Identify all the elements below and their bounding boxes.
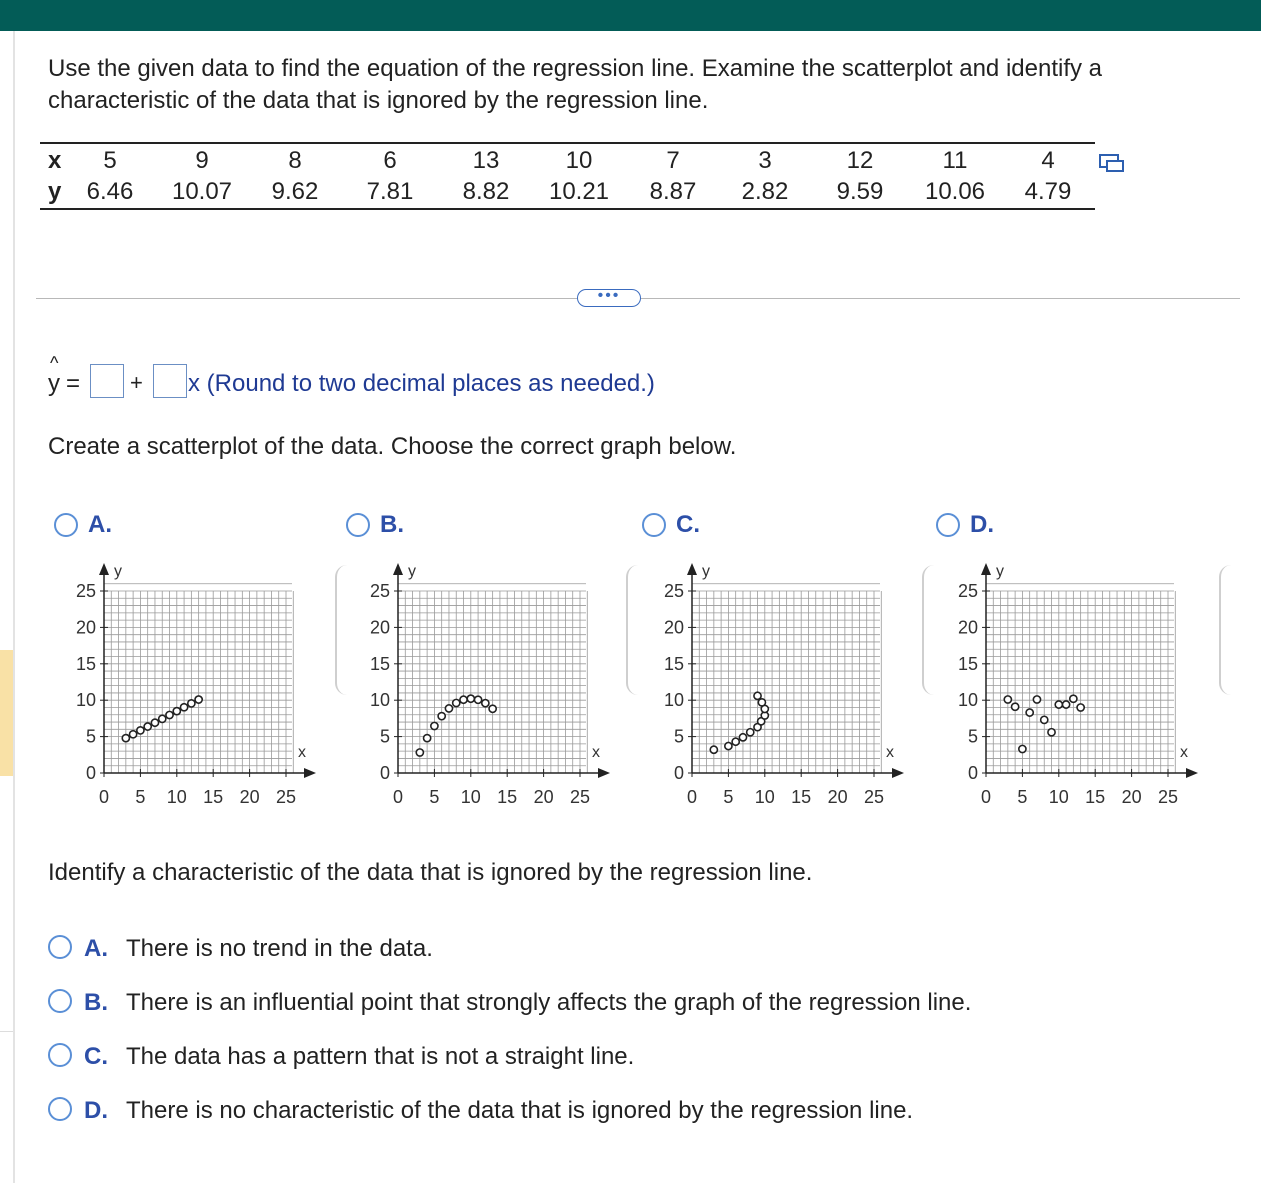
choice-b[interactable] [48, 988, 971, 1020]
x-tick-label: 5 [1017, 787, 1028, 807]
scroll-tab [1219, 565, 1233, 695]
y-tick-label: 15 [369, 653, 390, 674]
radio-choice-a[interactable] [48, 935, 72, 959]
table-cell-x: 5 [103, 147, 117, 174]
table-cell-y: 8.87 [649, 178, 697, 205]
intercept-input[interactable] [90, 364, 124, 398]
x-tick-label: 20 [1121, 787, 1142, 807]
scatter-point [1012, 703, 1019, 710]
y-tick-label: 5 [85, 726, 96, 747]
table-cell-y: 7.81 [366, 178, 414, 205]
table-row-x [40, 147, 1095, 179]
x-tick-label: 5 [723, 787, 734, 807]
scatter-point [1062, 701, 1069, 708]
y-axis-label: y [996, 563, 1004, 580]
x-axis-label: x [298, 744, 306, 761]
y-axis-label: y [408, 563, 416, 580]
y-tick-label: 25 [663, 581, 684, 601]
graph-option-d[interactable] [936, 511, 994, 539]
radio-option-d[interactable] [936, 513, 960, 537]
x-tick-label: 20 [827, 787, 848, 807]
table-cell-y: 8.82 [462, 178, 510, 205]
table-cell-x: 8 [288, 147, 302, 174]
rounding-hint: (Round to two decimal places as needed.) [206, 370, 655, 397]
table-cell-y: 10.21 [548, 178, 610, 205]
table-cell-x: 13 [472, 147, 500, 174]
scatter-point [438, 713, 445, 720]
x-axis-label: x [886, 744, 894, 761]
scroll-tab [922, 565, 936, 695]
radio-option-b[interactable] [346, 513, 370, 537]
question-prompt: Use the given data to find the equation of the regression line. Examine the scatterplot and identify a characteristic of the data that is ignored by the regression line. [48, 55, 1102, 114]
scatter-point [710, 746, 717, 753]
scatter-point [159, 715, 166, 722]
slope-input[interactable] [153, 364, 187, 398]
scatter-point [122, 735, 129, 742]
y-tick-label: 5 [673, 726, 684, 747]
scatter-point [1048, 729, 1055, 736]
x-tick-label: 20 [533, 787, 554, 807]
scatter-point [1077, 704, 1084, 711]
choice-text: There is no trend in the data. [126, 934, 433, 962]
x-axis-arrow-icon [598, 768, 610, 778]
scatter-point [1070, 695, 1077, 702]
table-cell-x: 12 [846, 147, 874, 174]
choice-text: The data has a pattern that is not a straight line. [126, 1042, 635, 1070]
scatter-point [445, 705, 452, 712]
scatter-point [151, 719, 158, 726]
yhat-symbol: y [48, 370, 60, 397]
x-tick-label: 15 [1085, 787, 1106, 807]
radio-choice-b[interactable] [48, 989, 72, 1013]
y-tick-label: 5 [967, 726, 978, 747]
scatter-point [453, 699, 460, 706]
scatter-point [482, 700, 489, 707]
scatter-point [424, 735, 431, 742]
data-table [40, 142, 1095, 210]
choice-letter: A. [84, 934, 108, 962]
scatter-point [195, 696, 202, 703]
y-tick-label: 10 [75, 690, 96, 711]
x-axis-arrow-icon [892, 768, 904, 778]
radio-option-c[interactable] [642, 513, 666, 537]
y-tick-label: 10 [663, 690, 684, 711]
x-tick-label: 25 [863, 787, 885, 807]
x-tick-label: 5 [135, 787, 146, 807]
x-label: x [48, 147, 62, 174]
choice-text: There is no characteristic of the data that is ignored by the regression line. [126, 1096, 914, 1124]
y-tick-label: 0 [673, 763, 684, 783]
y-tick-label: 15 [663, 653, 684, 674]
identify-prompt: Identify a characteristic of the data that is ignored by the regression line. [48, 859, 813, 886]
scatter-point [173, 708, 180, 715]
y-tick-label: 0 [967, 763, 978, 783]
scatter-point [1033, 696, 1040, 703]
scatter-point [474, 696, 481, 703]
scatterplot-d[interactable] [942, 558, 1212, 810]
graph-option-a[interactable] [54, 511, 112, 539]
x-tick-label: 0 [392, 787, 404, 807]
x-tick-label: 10 [1048, 787, 1069, 807]
table-cell-y: 10.07 [171, 178, 233, 205]
y-tick-label: 15 [75, 653, 96, 674]
option-letter: C. [676, 511, 700, 538]
scatter-point [460, 696, 467, 703]
grid [104, 584, 293, 773]
choice-a[interactable] [48, 934, 433, 966]
table-cell-x: 10 [565, 147, 593, 174]
scatter-point [188, 700, 195, 707]
y-tick-label: 20 [663, 617, 684, 638]
scatter-point [758, 699, 765, 706]
y-tick-label: 15 [957, 653, 978, 674]
option-letter: B. [380, 511, 404, 538]
grid [398, 584, 587, 773]
left-border [13, 31, 15, 1183]
table-cell-y: 10.06 [924, 178, 986, 205]
y-tick-label: 5 [379, 726, 390, 747]
radio-choice-c[interactable] [48, 1043, 72, 1067]
equals-sign: = [66, 370, 81, 397]
x-tick-label: 10 [754, 787, 775, 807]
table-cell-x: 9 [195, 147, 209, 174]
x-tick-label: 10 [460, 787, 481, 807]
graph-option-b[interactable] [346, 511, 404, 539]
copy-data-icon[interactable] [1098, 152, 1126, 174]
grid [986, 584, 1175, 773]
x-tick-label: 25 [569, 787, 591, 807]
scatter-point [739, 734, 746, 741]
y-tick-label: 0 [85, 763, 96, 783]
question-marker [0, 650, 13, 776]
x-tick-label: 0 [686, 787, 698, 807]
x-axis-arrow-icon [1186, 768, 1198, 778]
x-tick-label: 20 [239, 787, 260, 807]
plus-sign: + [130, 370, 143, 395]
table-cell-x: 4 [1041, 147, 1055, 174]
scatter-point [180, 704, 187, 711]
y-tick-label: 20 [957, 617, 978, 638]
x-tick-label: 0 [980, 787, 992, 807]
x-variable: x [188, 370, 200, 397]
choice-letter: B. [84, 988, 108, 1016]
y-label: y [48, 178, 62, 205]
table-cell-y: 4.79 [1024, 178, 1072, 205]
scatterplot-c[interactable] [648, 558, 918, 810]
scatter-point [1019, 745, 1026, 752]
scatter-point [1026, 709, 1033, 716]
y-tick-label: 25 [369, 581, 390, 601]
x-axis-arrow-icon [304, 768, 316, 778]
expand-more-button[interactable]: ••• [577, 289, 641, 307]
y-axis-arrow-icon [687, 563, 697, 575]
choice-letter: D. [84, 1096, 108, 1124]
table-cell-x: 11 [942, 147, 968, 174]
choice-letter: C. [84, 1042, 108, 1070]
y-axis-arrow-icon [99, 563, 109, 575]
scatter-point [725, 742, 732, 749]
y-tick-label: 10 [369, 690, 390, 711]
scatter-point [1055, 701, 1062, 708]
scatter-point [144, 723, 151, 730]
scatterplot-a[interactable] [60, 558, 330, 810]
y-tick-label: 25 [957, 581, 978, 601]
scatter-point [754, 692, 761, 699]
table-cell-y: 2.82 [741, 178, 789, 205]
y-axis-arrow-icon [393, 563, 403, 575]
x-tick-label: 15 [497, 787, 518, 807]
x-tick-label: 25 [275, 787, 297, 807]
y-axis-arrow-icon [981, 563, 991, 575]
x-tick-label: 10 [166, 787, 187, 807]
y-tick-label: 0 [379, 763, 390, 783]
scatter-point [130, 731, 137, 738]
scatter-point [1004, 696, 1011, 703]
x-tick-label: 15 [203, 787, 224, 807]
scatter-point [166, 711, 173, 718]
y-axis-label: y [114, 563, 122, 580]
top-bar [0, 0, 1261, 31]
y-tick-label: 10 [957, 690, 978, 711]
y-tick-label: 20 [75, 617, 96, 638]
radio-choice-d[interactable] [48, 1097, 72, 1121]
x-axis-label: x [1180, 744, 1188, 761]
scatter-point [431, 722, 438, 729]
y-tick-label: 20 [369, 617, 390, 638]
table-cell-y: 9.59 [836, 178, 884, 205]
scatter-point [137, 727, 144, 734]
table-cell-y: 6.46 [86, 178, 134, 205]
scatter-point [747, 729, 754, 736]
scatter-point [467, 695, 474, 702]
y-axis-label: y [702, 563, 710, 580]
hat-symbol: ^ [50, 353, 59, 373]
table-cell-x: 3 [758, 147, 772, 174]
choice-d[interactable] [48, 1096, 913, 1128]
left-divider [0, 1031, 13, 1032]
table-row-y [40, 178, 1095, 210]
x-tick-label: 15 [791, 787, 812, 807]
scatter-point [416, 749, 423, 756]
table-cell-y: 9.62 [271, 178, 319, 205]
scatterplot-b[interactable] [354, 558, 624, 810]
radio-option-a[interactable] [54, 513, 78, 537]
graph-option-c[interactable] [642, 511, 700, 539]
option-letter: D. [970, 511, 994, 538]
x-tick-label: 5 [429, 787, 440, 807]
choice-c[interactable] [48, 1042, 634, 1074]
x-tick-label: 25 [1157, 787, 1179, 807]
x-tick-label: 0 [98, 787, 110, 807]
x-axis-label: x [592, 744, 600, 761]
choice-text: There is an influential point that strongly affects the graph of the regression line. [126, 988, 972, 1016]
scatter-point [1041, 716, 1048, 723]
scatter-point [732, 738, 739, 745]
scroll-tab [335, 565, 349, 695]
scatterplot-prompt: Create a scatterplot of the data. Choose the correct graph below. [48, 433, 737, 460]
option-letter: A. [88, 511, 112, 538]
table-cell-x: 6 [383, 147, 397, 174]
y-tick-label: 25 [75, 581, 96, 601]
scatter-point [489, 705, 496, 712]
scroll-tab [626, 565, 640, 695]
table-cell-x: 7 [666, 147, 680, 174]
grid [692, 584, 881, 773]
